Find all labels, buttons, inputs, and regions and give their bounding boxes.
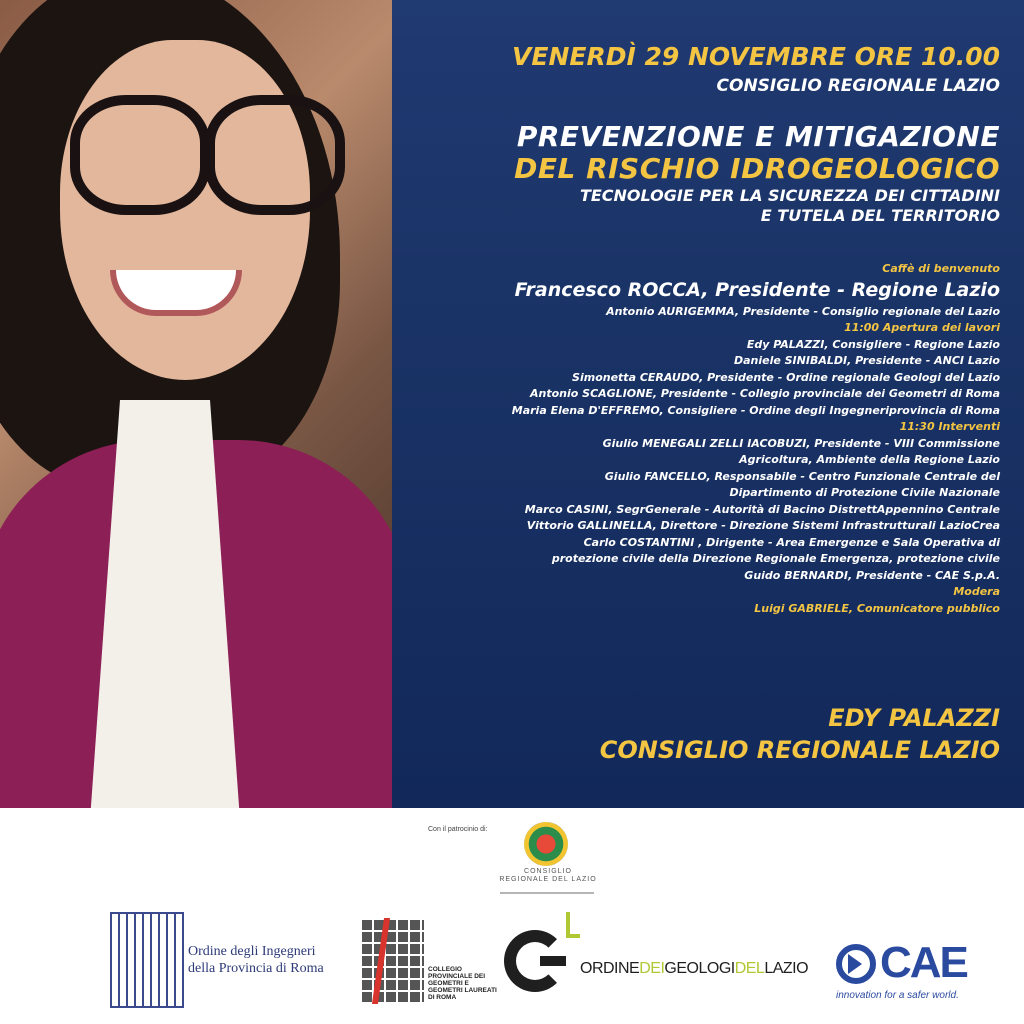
- program-line: Dipartimento di Protezione Civile Nazionale: [729, 486, 1000, 499]
- program-line: Simonetta CERAUDO, Presidente - Ordine regionale Geologi del Lazio: [572, 370, 1000, 384]
- cae-tagline: innovation for a safer world.: [836, 990, 959, 1001]
- cae-logo-text: CAE: [880, 938, 967, 987]
- program-line: 11:00 Apertura dei lavori: [844, 321, 1000, 334]
- subtitle-line-1: TECNOLOGIE PER LA SICUREZZA DEI CITTADINI: [579, 186, 1000, 205]
- program-line: Antonio AURIGEMMA, Presidente - Consiglio regionale del Lazio: [606, 304, 1000, 318]
- subtitle-line-2: E TUTELA DEL TERRITORIO: [760, 206, 1000, 225]
- program-line: Caffè di benvenuto: [882, 262, 1000, 275]
- photo-glasses-left: [70, 95, 210, 215]
- program-line: Francesco ROCCA, Presidente - Regione Lazio: [514, 278, 1000, 301]
- program-line: Antonio SCAGLIONE, Presidente - Collegio provinciale dei Geometri di Roma: [530, 387, 1000, 400]
- geometri-grid-icon: [362, 918, 424, 1004]
- crl-divider: [500, 892, 594, 894]
- program-line: Luigi GABRIELE, Comunicatore pubblico: [754, 601, 1000, 615]
- program-line: Guido BERNARDI, Presidente - CAE S.p.A.: [744, 568, 1000, 582]
- program-line: Modera: [953, 585, 1000, 598]
- program-line: protezione civile della Direzione Regionale Emergenza, protezione civile: [551, 552, 1000, 565]
- title-line-2: DEL RISCHIO IDROGEOLOGICO: [514, 152, 1000, 185]
- geologi-logo-text: ORDINEDEIGEOLOGIDELLAZIO: [580, 960, 809, 977]
- program-line: Agricoltura, Ambiente della Regione Lazio: [739, 453, 1000, 466]
- ingegneri-building-icon: [110, 912, 184, 1008]
- photo-glasses-right: [205, 95, 345, 215]
- program-line: Daniele SINIBALDI, Presidente - ANCI Lazio: [733, 354, 1000, 367]
- closing-org: CONSIGLIO REGIONALE LAZIO: [599, 736, 1000, 764]
- program-line: Edy PALAZZI, Consigliere - Regione Lazio: [746, 337, 1000, 351]
- geologi-corner-icon: [566, 912, 580, 938]
- program-line: Giulio MENEGALI ZELLI IACOBUZI, Presidente - VIII Commissione: [602, 436, 1000, 450]
- event-date: VENERDÌ 29 NOVEMBRE ORE 10.00: [512, 42, 1000, 71]
- patronage-label: Con il patrocinio di:: [428, 826, 488, 833]
- geometri-logo-text: COLLEGIO PROVINCIALE DEI GEOMETRI E GEOMETRI LAUREATI DI ROMA: [428, 966, 497, 1001]
- program-line: Carlo COSTANTINI , Dirigente - Area Emergenze e Sala Operativa di: [583, 535, 1000, 549]
- ingegneri-logo-text: Ordine degli Ingegneri della Provincia di Roma: [188, 944, 324, 976]
- crl-logo-text: CONSIGLIO REGIONALE DEL LAZIO: [499, 868, 597, 883]
- program-line: Marco CASINI, SegrGenerale - Autorità di Bacino DistrettAppennino Centrale: [524, 502, 1000, 516]
- event-venue: CONSIGLIO REGIONALE LAZIO: [716, 76, 1000, 96]
- speaker-photo: [0, 0, 392, 808]
- geologi-g-bar: [540, 956, 566, 966]
- title-line-1: PREVENZIONE E MITIGAZIONE: [516, 120, 1000, 153]
- program-line: Maria Elena D'EFFREMO, Consigliere - Ordine degli Ingegneriprovincia di Roma: [511, 403, 1000, 417]
- cae-play-icon: [848, 954, 862, 974]
- crl-emblem-icon: [524, 822, 568, 866]
- closing-name: EDY PALAZZI: [828, 704, 1000, 732]
- program-line: Giulio FANCELLO, Responsabile - Centro Funzionale Centrale del: [604, 469, 1000, 483]
- program-line: 11:30 Interventi: [899, 420, 1000, 433]
- program-line: Vittorio GALLINELLA, Direttore - Direzione Sistemi Infrastrutturali LazioCrea: [526, 519, 1000, 532]
